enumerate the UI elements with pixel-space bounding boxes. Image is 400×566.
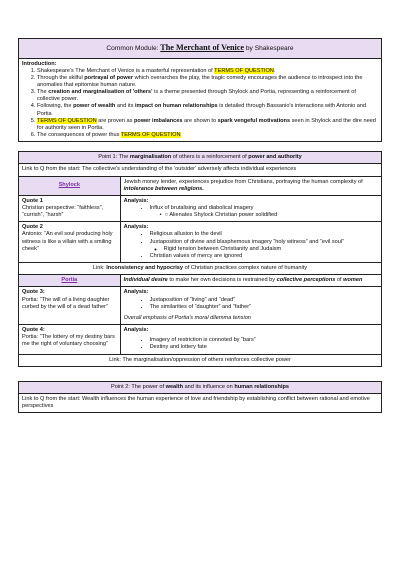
quote3-text: Portia: “The will of a living daughter curbed by the will of a dead father” xyxy=(22,296,110,310)
quote2-title: Quote 2 xyxy=(22,224,43,231)
analysis-bullet: • Christian values of mercy are ignored xyxy=(150,253,378,260)
analysis-sub-bullet: • ○ Alienates Shylock Christian power solidified xyxy=(159,212,278,219)
analysis-note: Overall emphasis of Portia's moral dilemma tension xyxy=(123,314,251,321)
shylock-description: Jewish money lender, experiences prejudice from Christians, portraying the human complexity of intolerance between religions. xyxy=(120,176,381,195)
point1-closing-link: Link: The marginalisation/oppression of others reinforces collective power xyxy=(19,354,382,366)
portia-description: Individual desire to make her own decisions is restrained by collective perceptions of women xyxy=(120,275,381,287)
point1-link: Link to Q from the start: The collective's understanding of the 'outsider' adversely affects individual experiences xyxy=(19,164,382,176)
quote1-text: Christian perspective: “faithless”, “currish”, “harsh” xyxy=(22,205,104,219)
analysis-bullet: • Juxtaposition of “living” and “dead” xyxy=(150,297,378,304)
quote3-title: Quote 3: xyxy=(22,289,45,296)
quote1-cell xyxy=(19,195,121,221)
intro-item: 5. TERMS OF QUESTION are proven as power imbalances are shown to spark vengeful motivations seen in Shylock and the dire need for authority seen in Portia. xyxy=(37,118,378,132)
play-title: The Merchant of Venice xyxy=(160,43,245,52)
point1-link-2: Link: Inconsistency and hypocrisy of Christian practices complex nature of humanity xyxy=(19,263,382,275)
document-page xyxy=(18,38,382,413)
analysis-bullet: • Religious allusion to the devil xyxy=(150,231,378,238)
quote3-analysis: Analysis: • Juxtaposition of “living” and “dead” • The similarities of “daughter” and “father” Overall emphasis of Portia's moral dilemma tension xyxy=(120,287,381,325)
intro-item: 1. Shakespeare's The Merchant of Venice is a masterful representation of TERMS OF QUESTION. xyxy=(37,68,378,75)
intro-item: 2. Through the skilful portrayal of power which overarches the play, the tragic comedy encourages the audience to introspect into the anomalies that epitomise human nature. xyxy=(37,75,378,89)
point2-link: Link to Q from the start: Wealth influences the human experience of love and friendship by establishing conflict between rational and emotive perspectives xyxy=(19,393,382,412)
quote2-cell xyxy=(19,222,121,263)
quote1-title: Quote 1 xyxy=(22,197,43,204)
analysis-bullet: • Juxtaposition of divine and blasphemous imagery “holy witness” and “evil soul” ◦ Rigid tension between Christianity and Judaism xyxy=(150,239,378,253)
document-title xyxy=(19,39,382,59)
point1-heading: Point 1: The marginalisation of others is a reinforcement of power and authority xyxy=(19,152,382,164)
analysis-bullet: • Destiny and lottery fate xyxy=(150,344,378,351)
header-table xyxy=(18,38,382,142)
analysis-bullet: • Imagery of restriction is connoted by “bars” xyxy=(150,337,378,344)
title-author: by Shakespeare xyxy=(244,45,294,52)
intro-list xyxy=(22,68,378,140)
quote4-cell xyxy=(19,325,121,354)
intro-item: 6. The consequences of power thus TERMS OF QUESTION xyxy=(37,132,378,139)
quote4-analysis: Analysis: • Imagery of restriction is connoted by “bars” • Destiny and lottery fate xyxy=(120,325,381,354)
intro-item: 4. Following, the power of wealth and its impact on human relationships is detailed through Bassanio's interactions with Antonio and Portia xyxy=(37,103,378,117)
quote3-cell xyxy=(19,287,121,325)
analysis-sub-bullet: ◦ Rigid tension between Christianity and Judaism xyxy=(164,246,378,253)
point2-table xyxy=(18,381,382,413)
analysis-bullet: • Influx of brutalising and diabolical imagery xyxy=(150,205,378,212)
quote4-title: Quote 4: xyxy=(22,327,45,334)
quote2-text: Antonio: “An evil soul producing holy witness is like a villain with a smiling cheek” xyxy=(22,231,113,252)
introduction-section xyxy=(19,58,382,142)
point2-heading: Point 2: The power of wealth and its influence on human relationships xyxy=(19,381,382,393)
portia-label: Portia xyxy=(19,275,121,287)
quote1-analysis: Analysis: • Influx of brutalising and diabolical imagery • ○ Alienates Shylock Christian power solidified xyxy=(120,195,381,221)
quote2-analysis: Analysis: • Religious allusion to the devil • Juxtaposition of divine and blasphemous imagery “holy witness” and “evil soul” ◦ Rigid tension between Christianity and Judaism • Christian values of mercy are ignored xyxy=(120,222,381,263)
intro-item: 3. The creation and marginalisation of 'others' is a theme presented through Shylock and Portia, representing a reinforcement of collective power. xyxy=(37,89,378,103)
shylock-label: Shylock xyxy=(19,176,121,195)
title-prefix: Common Module: xyxy=(106,45,161,52)
analysis-bullet: • The similarities of “daughter” and “father” xyxy=(150,304,378,311)
quote4-text: Portia: “The lottery of my destiny bars me the right of voluntary choosing” xyxy=(22,334,115,348)
point1-table xyxy=(18,151,382,366)
intro-heading: Introduction: xyxy=(22,60,57,67)
